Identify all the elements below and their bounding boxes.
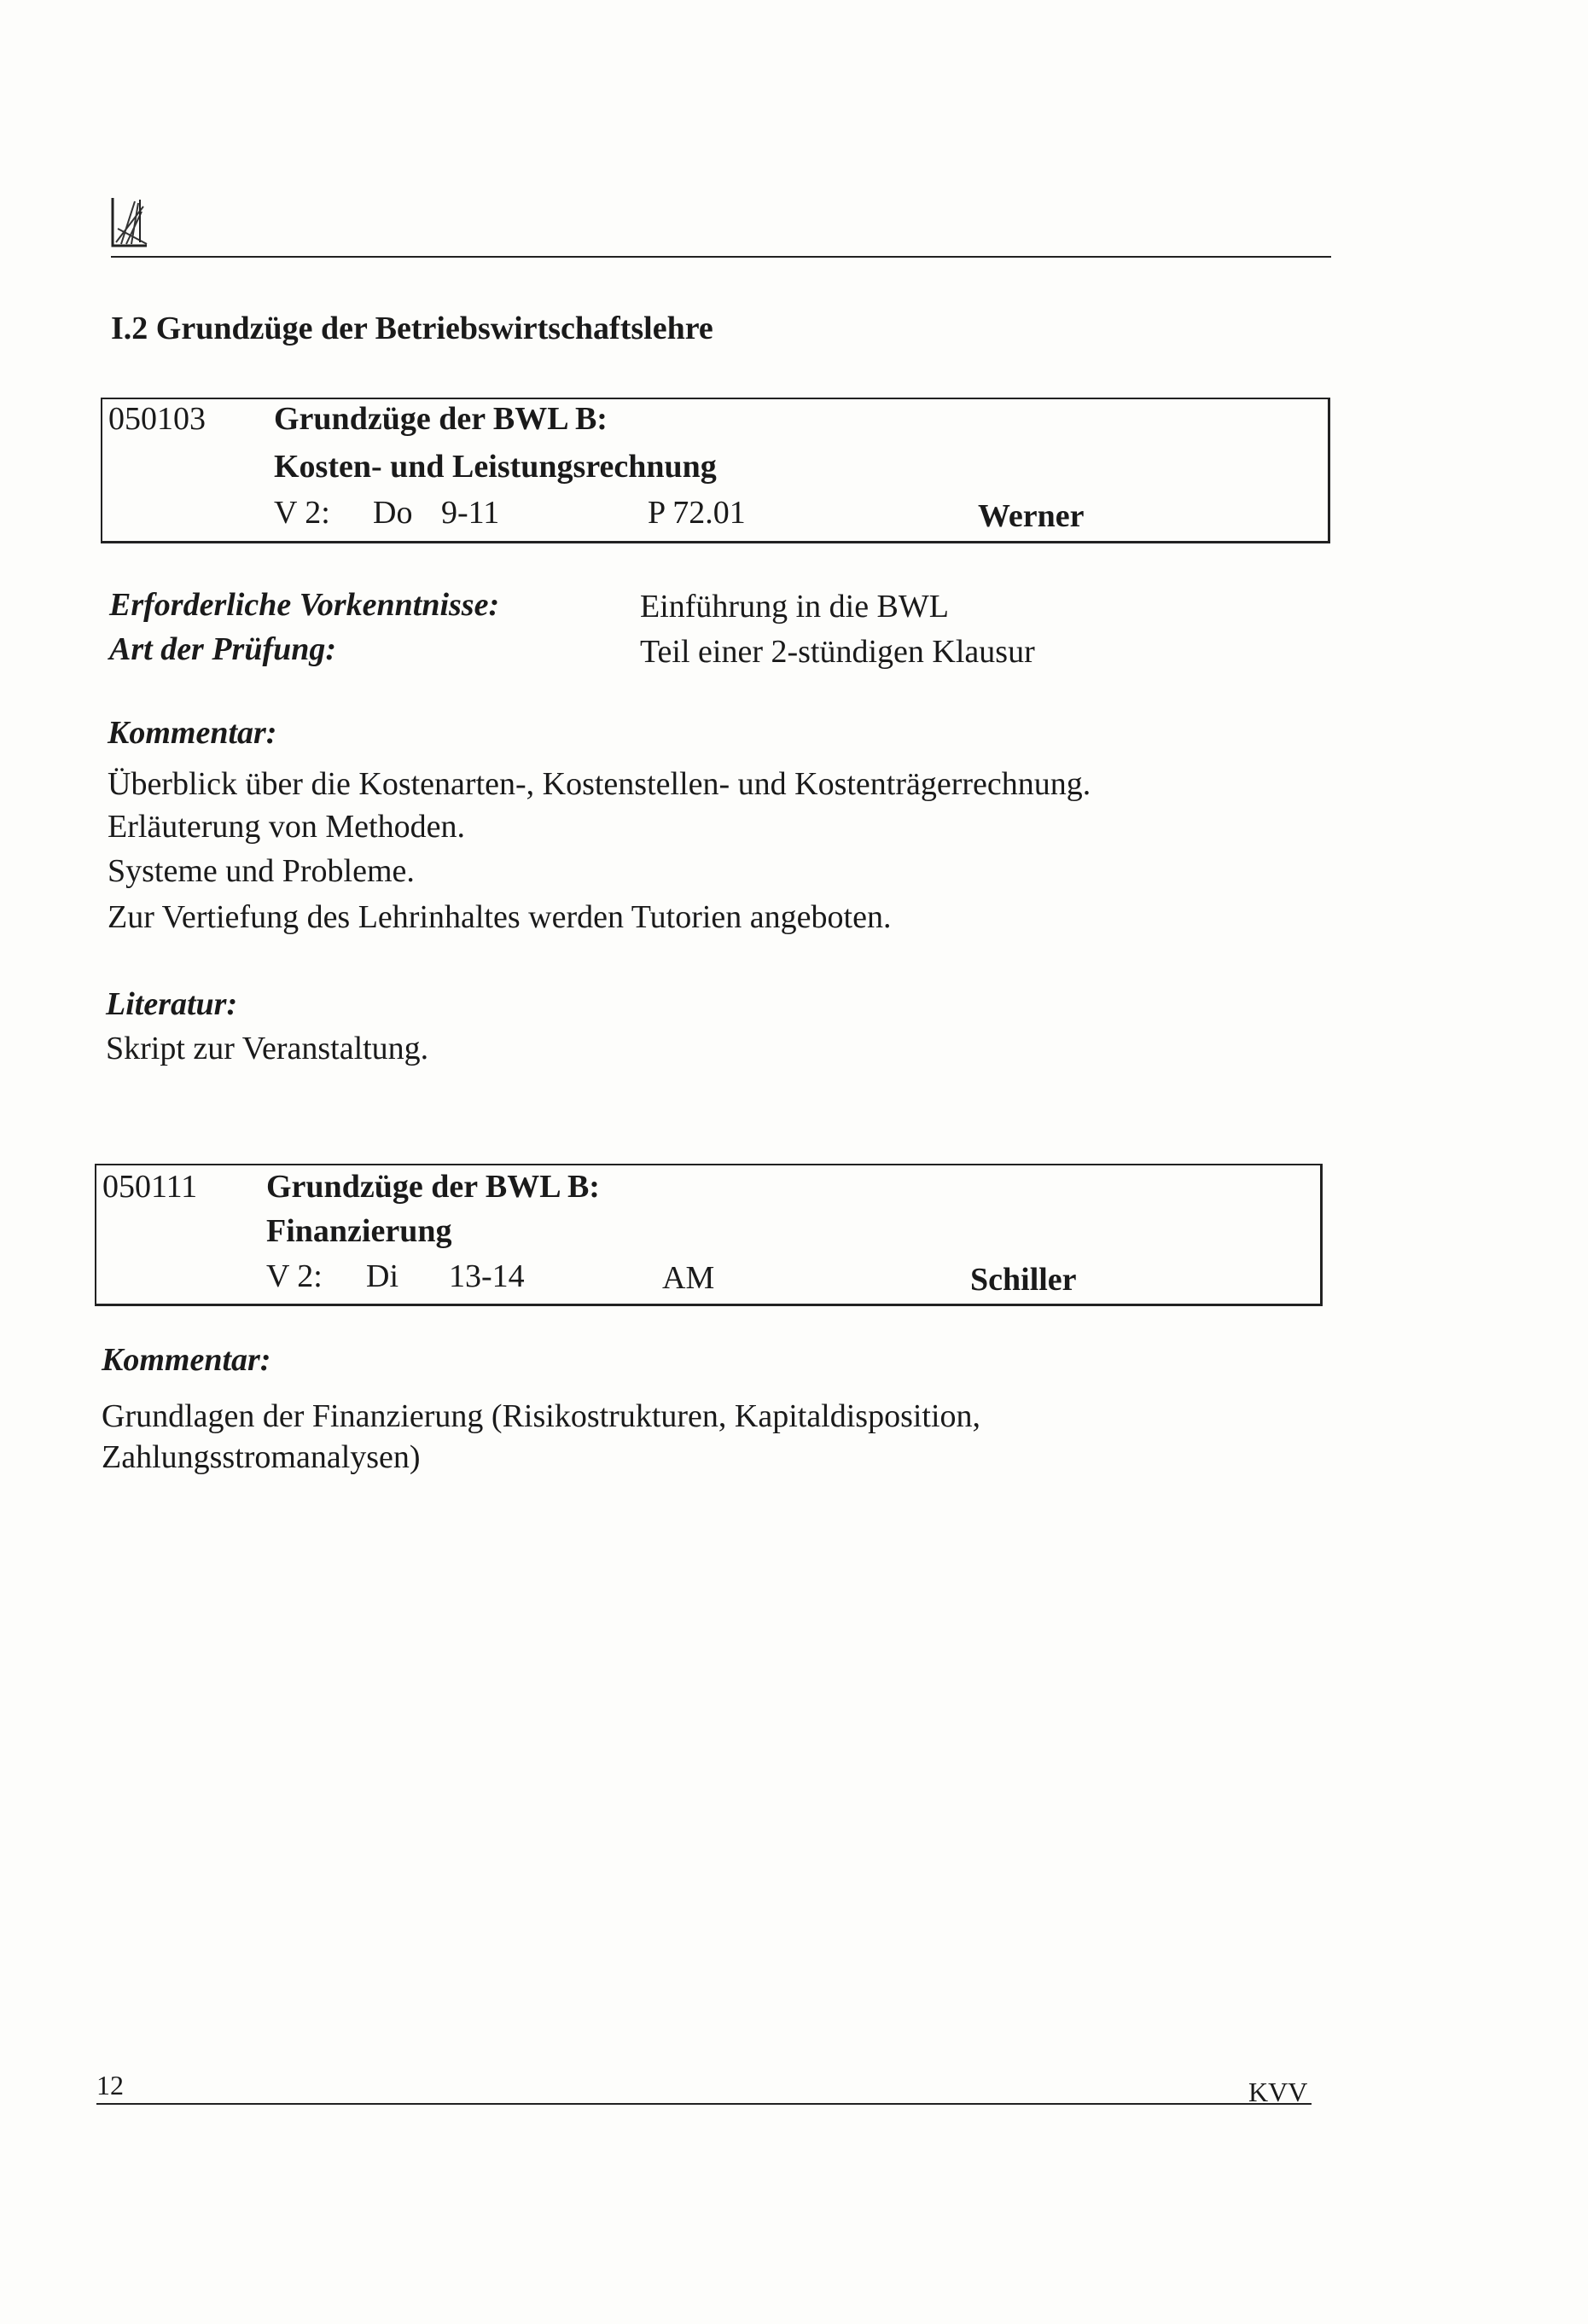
course-lecturer: Werner [978, 498, 1085, 534]
course-type: V 2: [266, 1258, 323, 1294]
comment-line: Systeme und Probleme. [108, 853, 415, 889]
footer-label: KVV [1248, 2077, 1308, 2107]
comment-line: Erläuterung von Methoden. [108, 809, 465, 845]
footer-rule [96, 2103, 1312, 2105]
literature-value: Skript zur Veranstaltung. [106, 1031, 429, 1066]
comment-line: Überblick über die Kostenarten-, Kostenstellen- und Kostenträgerrechnung. [108, 766, 1091, 802]
comment-line: Zahlungsstromanalysen) [102, 1439, 421, 1475]
exam-value: Teil einer 2-stündigen Klausur [640, 634, 1035, 670]
course-title: Grundzüge der BWL B: [266, 1169, 600, 1205]
page-number: 12 [96, 2070, 124, 2100]
course-room: AM [662, 1260, 715, 1296]
course-subtitle: Finanzierung [266, 1213, 452, 1249]
prereq-value: Einführung in die BWL [640, 589, 949, 625]
header-rule [111, 256, 1331, 258]
chart-logo-icon [109, 195, 152, 249]
course-day: Di [366, 1258, 398, 1294]
course-lecturer: Schiller [970, 1262, 1077, 1298]
exam-label: Art der Prüfung: [109, 631, 337, 667]
prereq-label: Erforderliche Vorkenntnisse: [109, 587, 500, 623]
course-day: Do [373, 495, 413, 531]
course-time: 9-11 [441, 495, 500, 531]
course-code: 050103 [108, 401, 206, 437]
comment-label: Kommentar: [108, 715, 277, 751]
comment-label: Kommentar: [102, 1342, 271, 1378]
course-code: 050111 [102, 1169, 198, 1205]
comment-line: Zur Vertiefung des Lehrinhaltes werden Tutorien angeboten. [108, 899, 892, 935]
course-subtitle: Kosten- und Leistungsrechnung [274, 449, 717, 485]
literature-label: Literatur: [106, 986, 238, 1022]
section-title: I.2 Grundzüge der Betriebswirtschaftslehre [111, 311, 713, 346]
course-time: 13-14 [449, 1258, 525, 1294]
comment-line: Grundlagen der Finanzierung (Risikostrukturen, Kapitaldisposition, [102, 1398, 981, 1434]
course-title: Grundzüge der BWL B: [274, 401, 608, 437]
course-type: V 2: [274, 495, 330, 531]
course-room: P 72.01 [648, 495, 746, 531]
